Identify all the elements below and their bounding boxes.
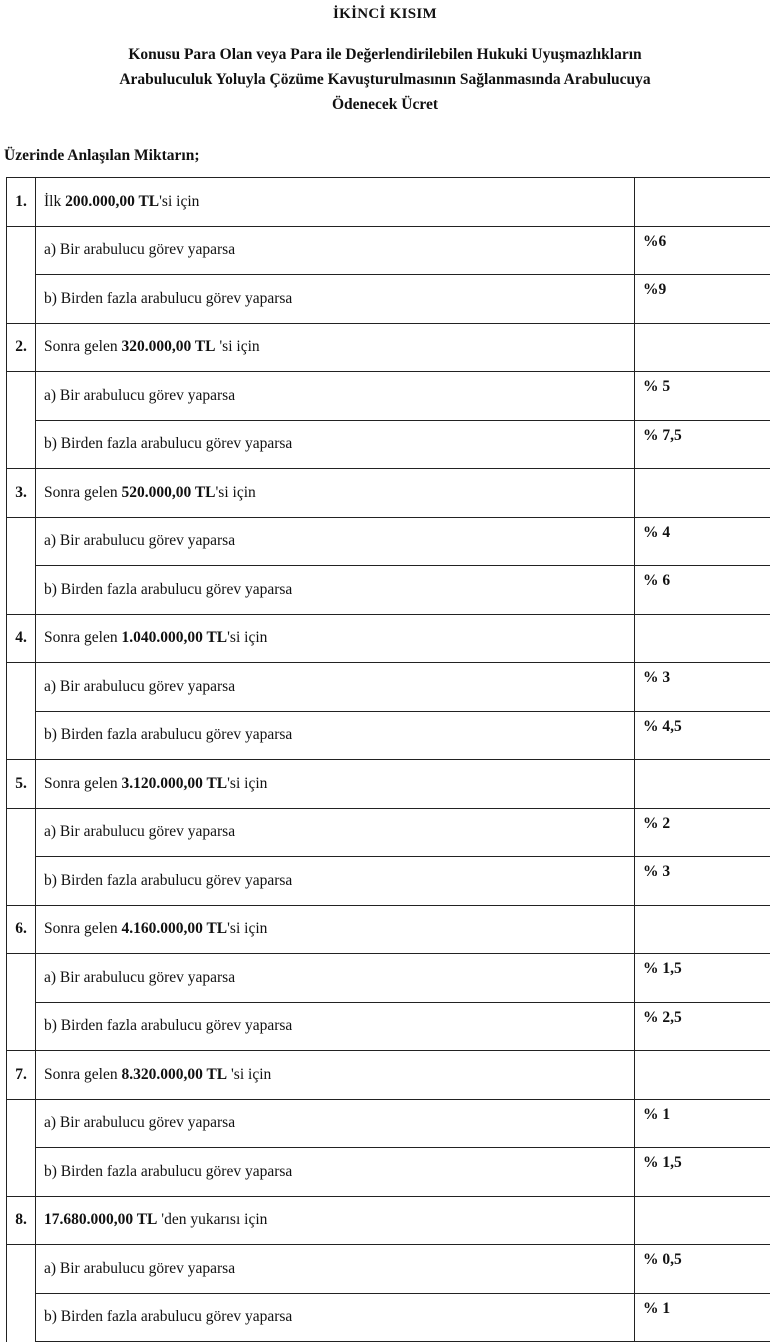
tier-rate-empty bbox=[635, 614, 770, 663]
single-mediator-row bbox=[7, 954, 770, 1003]
multiple-mediators-rate: %9 bbox=[635, 275, 770, 324]
subtitle-line-3: Ödenecek Ücret bbox=[0, 92, 770, 117]
number-blank-cell bbox=[7, 954, 36, 1003]
number-blank-cell bbox=[7, 517, 36, 566]
tier-row bbox=[7, 178, 770, 227]
tier-amount: 8.320.000,00 TL bbox=[121, 1066, 227, 1083]
multiple-mediators-row bbox=[7, 1002, 770, 1051]
document-subtitle bbox=[0, 42, 770, 117]
tier-row bbox=[7, 323, 770, 372]
tier-suffix: 'si için bbox=[227, 920, 267, 937]
lead-text: Üzerinde Anlaşılan Miktarın; bbox=[4, 147, 199, 165]
tier-prefix: Sonra gelen bbox=[44, 920, 121, 937]
tier-number: 5. bbox=[7, 760, 36, 809]
multiple-mediators-row bbox=[7, 420, 770, 469]
multiple-mediators-rate: % 4,5 bbox=[635, 711, 770, 760]
number-blank-cell bbox=[7, 711, 36, 760]
tier-number: 7. bbox=[7, 1051, 36, 1100]
tier-number: 3. bbox=[7, 469, 36, 518]
tier-description bbox=[36, 469, 635, 518]
tier-prefix: Sonra gelen bbox=[44, 1066, 121, 1083]
single-mediator-label: a) Bir arabulucu görev yaparsa bbox=[36, 517, 635, 566]
number-blank-cell bbox=[7, 1002, 36, 1051]
single-mediator-rate: % 0,5 bbox=[635, 1245, 770, 1294]
tier-rate-empty bbox=[635, 1051, 770, 1100]
tier-number: 2. bbox=[7, 323, 36, 372]
subtitle-line-2: Arabuluculuk Yoluyla Çözüme Kavuşturulmasının Sağlanmasında Arabulucuya bbox=[0, 67, 770, 92]
tier-amount: 1.040.000,00 TL bbox=[121, 629, 227, 646]
single-mediator-rate: % 1 bbox=[635, 1099, 770, 1148]
multiple-mediators-label: b) Birden fazla arabulucu görev yaparsa bbox=[36, 1002, 635, 1051]
single-mediator-row bbox=[7, 1245, 770, 1294]
tier-prefix: Sonra gelen bbox=[44, 629, 121, 646]
tier-prefix: Sonra gelen bbox=[44, 775, 121, 792]
tier-description bbox=[36, 178, 635, 227]
number-blank-cell bbox=[7, 566, 36, 615]
single-mediator-row bbox=[7, 808, 770, 857]
tier-suffix: 'si için bbox=[216, 484, 256, 501]
single-mediator-label: a) Bir arabulucu görev yaparsa bbox=[36, 808, 635, 857]
multiple-mediators-label: b) Birden fazla arabulucu görev yaparsa bbox=[36, 420, 635, 469]
multiple-mediators-rate: % 3 bbox=[635, 857, 770, 906]
tier-row bbox=[7, 760, 770, 809]
tier-amount: 17.680.000,00 TL bbox=[44, 1211, 157, 1228]
number-blank-cell bbox=[7, 372, 36, 421]
tier-suffix: 'den yukarısı için bbox=[157, 1211, 267, 1228]
multiple-mediators-label: b) Birden fazla arabulucu görev yaparsa bbox=[36, 857, 635, 906]
tier-rate-empty bbox=[635, 760, 770, 809]
number-blank-cell bbox=[7, 226, 36, 275]
single-mediator-rate: % 1,5 bbox=[635, 954, 770, 1003]
tier-row bbox=[7, 469, 770, 518]
multiple-mediators-label: b) Birden fazla arabulucu görev yaparsa bbox=[36, 1293, 635, 1342]
multiple-mediators-label: b) Birden fazla arabulucu görev yaparsa bbox=[36, 566, 635, 615]
multiple-mediators-rate: % 2,5 bbox=[635, 1002, 770, 1051]
number-blank-cell bbox=[7, 1293, 36, 1342]
single-mediator-label: a) Bir arabulucu görev yaparsa bbox=[36, 1099, 635, 1148]
fee-table-body bbox=[7, 178, 770, 1342]
multiple-mediators-rate: % 7,5 bbox=[635, 420, 770, 469]
fee-table bbox=[6, 177, 770, 1342]
subtitle-line-1: Konusu Para Olan veya Para ile Değerlendirilebilen Hukuki Uyuşmazlıkların bbox=[0, 42, 770, 67]
multiple-mediators-row bbox=[7, 1148, 770, 1197]
single-mediator-rate: % 4 bbox=[635, 517, 770, 566]
tier-suffix: 'si için bbox=[227, 629, 267, 646]
tier-prefix: Sonra gelen bbox=[44, 484, 121, 501]
multiple-mediators-label: b) Birden fazla arabulucu görev yaparsa bbox=[36, 1148, 635, 1197]
multiple-mediators-label: b) Birden fazla arabulucu görev yaparsa bbox=[36, 275, 635, 324]
tier-description bbox=[36, 1051, 635, 1100]
tier-amount: 3.120.000,00 TL bbox=[121, 775, 227, 792]
multiple-mediators-row bbox=[7, 275, 770, 324]
single-mediator-rate: % 5 bbox=[635, 372, 770, 421]
number-blank-cell bbox=[7, 857, 36, 906]
number-blank-cell bbox=[7, 1148, 36, 1197]
tier-row bbox=[7, 1196, 770, 1245]
number-blank-cell bbox=[7, 663, 36, 712]
tier-prefix: İlk bbox=[44, 193, 65, 210]
tier-amount: 520.000,00 TL bbox=[121, 484, 215, 501]
tier-rate-empty bbox=[635, 905, 770, 954]
multiple-mediators-label: b) Birden fazla arabulucu görev yaparsa bbox=[36, 711, 635, 760]
single-mediator-row bbox=[7, 226, 770, 275]
single-mediator-label: a) Bir arabulucu görev yaparsa bbox=[36, 954, 635, 1003]
multiple-mediators-row bbox=[7, 1293, 770, 1342]
tier-row bbox=[7, 905, 770, 954]
tier-number: 6. bbox=[7, 905, 36, 954]
single-mediator-row bbox=[7, 1099, 770, 1148]
single-mediator-rate: %6 bbox=[635, 226, 770, 275]
tier-suffix: 'si için bbox=[227, 775, 267, 792]
number-blank-cell bbox=[7, 1099, 36, 1148]
number-blank-cell bbox=[7, 1245, 36, 1294]
single-mediator-row bbox=[7, 663, 770, 712]
tier-amount: 4.160.000,00 TL bbox=[121, 920, 227, 937]
tier-rate-empty bbox=[635, 178, 770, 227]
tier-description bbox=[36, 760, 635, 809]
tier-row bbox=[7, 1051, 770, 1100]
tier-amount: 200.000,00 TL bbox=[65, 193, 159, 210]
tier-row bbox=[7, 614, 770, 663]
single-mediator-row bbox=[7, 372, 770, 421]
multiple-mediators-rate: % 1,5 bbox=[635, 1148, 770, 1197]
single-mediator-label: a) Bir arabulucu görev yaparsa bbox=[36, 1245, 635, 1294]
tier-rate-empty bbox=[635, 1196, 770, 1245]
tier-suffix: 'si için bbox=[159, 193, 199, 210]
multiple-mediators-row bbox=[7, 566, 770, 615]
single-mediator-rate: % 2 bbox=[635, 808, 770, 857]
single-mediator-label: a) Bir arabulucu görev yaparsa bbox=[36, 663, 635, 712]
number-blank-cell bbox=[7, 420, 36, 469]
single-mediator-rate: % 3 bbox=[635, 663, 770, 712]
tier-prefix: Sonra gelen bbox=[44, 338, 121, 355]
tier-suffix: 'si için bbox=[227, 1066, 271, 1083]
multiple-mediators-row bbox=[7, 857, 770, 906]
tier-number: 4. bbox=[7, 614, 36, 663]
single-mediator-label: a) Bir arabulucu görev yaparsa bbox=[36, 372, 635, 421]
tier-number: 8. bbox=[7, 1196, 36, 1245]
tier-description bbox=[36, 614, 635, 663]
tier-description bbox=[36, 905, 635, 954]
tier-suffix: 'si için bbox=[216, 338, 260, 355]
number-blank-cell bbox=[7, 275, 36, 324]
single-mediator-row bbox=[7, 517, 770, 566]
multiple-mediators-row bbox=[7, 711, 770, 760]
multiple-mediators-rate: % 6 bbox=[635, 566, 770, 615]
tier-description bbox=[36, 1196, 635, 1245]
number-blank-cell bbox=[7, 808, 36, 857]
tier-rate-empty bbox=[635, 469, 770, 518]
page-title: İKİNCİ KISIM bbox=[0, 6, 770, 23]
tier-rate-empty bbox=[635, 323, 770, 372]
tier-description bbox=[36, 323, 635, 372]
multiple-mediators-rate: % 1 bbox=[635, 1293, 770, 1342]
tier-number: 1. bbox=[7, 178, 36, 227]
tier-amount: 320.000,00 TL bbox=[121, 338, 215, 355]
single-mediator-label: a) Bir arabulucu görev yaparsa bbox=[36, 226, 635, 275]
